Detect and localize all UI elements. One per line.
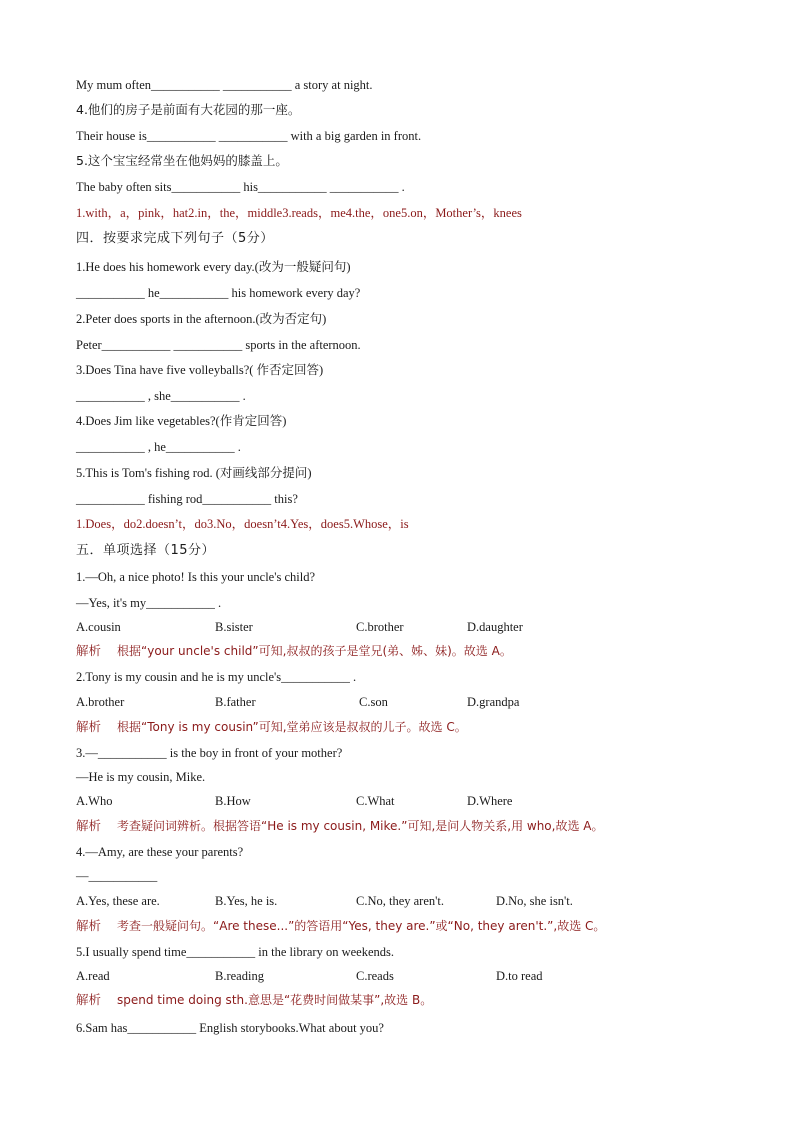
mc-q6-stem: 6.Sam has___________ English storybooks.What about you? xyxy=(76,1021,384,1035)
rewrite-q4-blank: ___________ , he___________ . xyxy=(76,440,241,454)
analysis-label: 解析 xyxy=(76,918,102,933)
translation-q5-chinese: 5.这个宝宝经常坐在他妈妈的膝盖上。 xyxy=(76,153,288,168)
translation-q4-english-line: Their house is___________ ___________ with a big garden in front. xyxy=(76,129,422,143)
rewrite-q3: 3.Does Tina have five volleyballs?( 作否定回答) xyxy=(76,363,324,377)
mc-q1-option-b: B.sister xyxy=(215,620,253,634)
mc-q4-option-d: D.No, she isn't. xyxy=(496,894,573,908)
rewrite-q4: 4.Does Jim like vegetables?(作肯定回答) xyxy=(76,414,287,428)
mc-q5-option-a: A.read xyxy=(76,969,110,983)
mc-q4-option-b: B.Yes, he is. xyxy=(215,894,278,908)
mc-q5-analysis xyxy=(76,992,432,1008)
rewrite-q5-blank: ___________ fishing rod___________ this? xyxy=(76,492,298,506)
analysis-label: 解析 xyxy=(76,818,102,833)
mc-q2-option-b: B.father xyxy=(215,695,256,709)
rewrite-q2: 2.Peter does sports in the afternoon.(改为否定句) xyxy=(76,312,327,326)
analysis-text: spend time doing sth.意思是“花费时间做某事”,故选 B。 xyxy=(117,993,433,1007)
rewrite-q1: 1.He does his homework every day.(改为一般疑问句) xyxy=(76,260,351,274)
mc-q3-option-d: D.Where xyxy=(467,794,513,808)
mc-q3-analysis xyxy=(76,818,604,834)
mc-q4-analysis xyxy=(76,918,605,934)
analysis-text: 根据“Tony is my cousin”可知,堂弟应该是叔叔的儿子。故选 C。 xyxy=(117,720,467,734)
section3-answer-key: 1.with，a，pink，hat2.in，the，middle3.reads，me4.the，one5.on，Mother’s，knees xyxy=(76,206,522,220)
mc-q4-stem-reply: —___________ xyxy=(76,869,158,883)
analysis-text: 考查疑问词辨析。根据答语“He is my cousin, Mike.”可知,是问人物关系,用 who,故选 A。 xyxy=(117,819,604,833)
mc-q2-option-a: A.brother xyxy=(76,695,125,709)
mc-q1-analysis xyxy=(76,643,512,659)
rewrite-q5: 5.This is Tom's fishing rod. (对画线部分提问) xyxy=(76,466,312,480)
translation-q5-english-line: The baby often sits___________ his___________ ___________ . xyxy=(76,180,405,194)
rewrite-q3-blank: ___________ , she___________ . xyxy=(76,389,246,403)
translation-q3-english-line: My mum often___________ ___________ a story at night. xyxy=(76,78,373,92)
section4-answer-key: 1.Does，do2.doesn’t，do3.No，doesn’t4.Yes，does5.Whose，is xyxy=(76,517,409,531)
mc-q3-stem: 3.—___________ is the boy in front of your mother? xyxy=(76,746,343,760)
mc-q2-analysis xyxy=(76,719,467,735)
analysis-text: 根据“your uncle's child”可知,叔叔的孩子是堂兄(弟、姊、妹)。故选 A。 xyxy=(117,644,512,658)
section5-heading: 五．单项选择（15分） xyxy=(76,543,216,558)
analysis-label: 解析 xyxy=(76,643,102,658)
translation-q4-chinese: 4.他们的房子是前面有大花园的那一座。 xyxy=(76,102,301,117)
mc-q4-option-a: A.Yes, these are. xyxy=(76,894,160,908)
analysis-label: 解析 xyxy=(76,719,102,734)
section4-heading: 四．按要求完成下列句子（5分） xyxy=(76,231,274,246)
mc-q3-stem-reply: —He is my cousin, Mike. xyxy=(76,770,206,784)
mc-q5-option-c: C.reads xyxy=(356,969,394,983)
mc-q2-stem: 2.Tony is my cousin and he is my uncle's___________ . xyxy=(76,670,357,684)
rewrite-q1-blank: ___________ he___________ his homework every day? xyxy=(76,286,361,300)
mc-q3-option-a: A.Who xyxy=(76,794,113,808)
mc-q5-option-b: B.reading xyxy=(215,969,264,983)
mc-q2-option-c: C.son xyxy=(359,695,388,709)
mc-q5-stem: 5.I usually spend time___________ in the library on weekends. xyxy=(76,945,394,959)
rewrite-q2-blank: Peter___________ ___________ sports in the afternoon. xyxy=(76,338,361,352)
mc-q3-option-c: C.What xyxy=(356,794,395,808)
mc-q2-option-d: D.grandpa xyxy=(467,695,520,709)
mc-q1-option-a: A.cousin xyxy=(76,620,121,634)
mc-q3-option-b: B.How xyxy=(215,794,251,808)
analysis-text: 考查一般疑问句。“Are these...”的答语用“Yes, they are.”或“No, they aren't.”,故选 C。 xyxy=(117,919,606,933)
mc-q5-option-d: D.to read xyxy=(496,969,543,983)
mc-q1-stem-reply: —Yes, it's my___________ . xyxy=(76,596,222,610)
mc-q1-option-c: C.brother xyxy=(356,620,404,634)
analysis-label: 解析 xyxy=(76,992,102,1007)
mc-q1-stem: 1.—Oh, a nice photo! Is this your uncle's child? xyxy=(76,570,316,584)
mc-q1-option-d: D.daughter xyxy=(467,620,523,634)
mc-q4-stem: 4.—Amy, are these your parents? xyxy=(76,845,244,859)
mc-q4-option-c: C.No, they aren't. xyxy=(356,894,444,908)
